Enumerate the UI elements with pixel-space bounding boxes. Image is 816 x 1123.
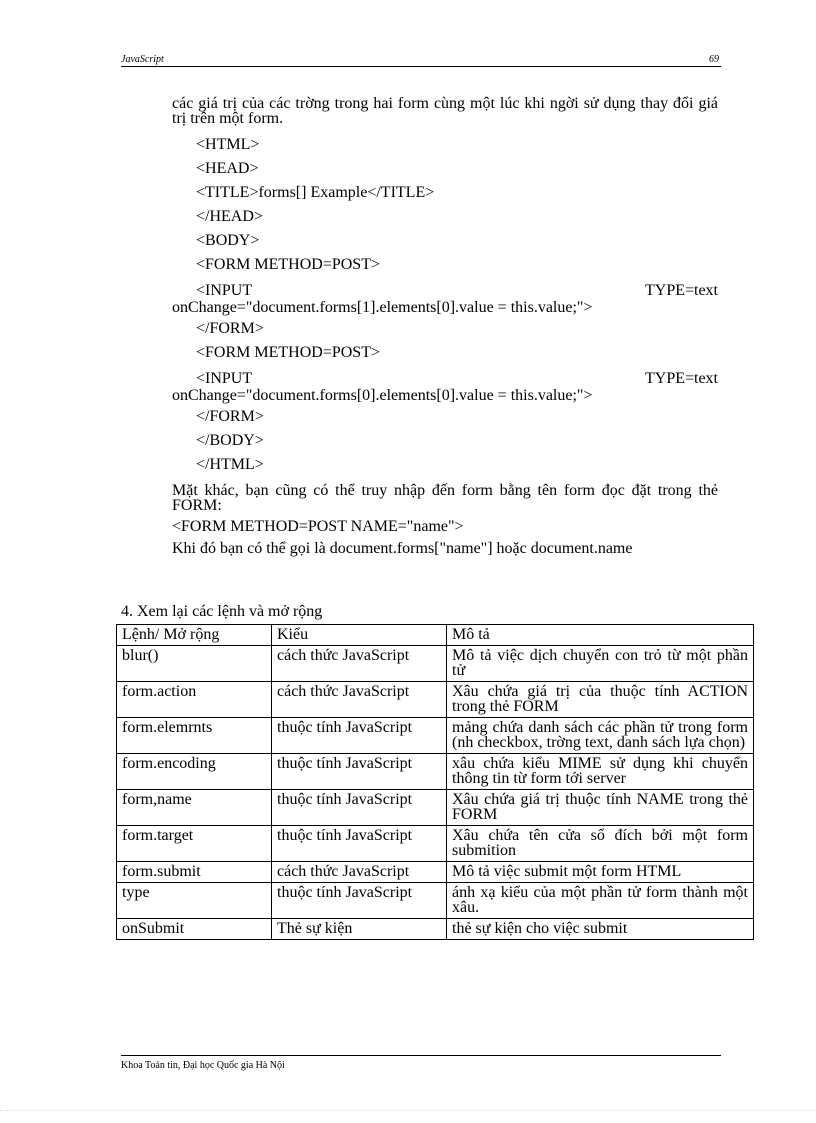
table-header: Mô tả (447, 625, 754, 646)
onchange-line: onChange="document.forms[1].elements[0].value = this.value;"> (172, 299, 593, 316)
table-row (117, 682, 754, 718)
commands-table (116, 624, 754, 940)
command-cell: form.encoding (117, 754, 272, 790)
input-type: TYPE=text (644, 370, 718, 387)
code-line: </FORM> (196, 408, 264, 425)
table-row (117, 718, 754, 754)
code-line: <FORM METHOD=POST> (196, 344, 380, 361)
command-cell: type (117, 883, 272, 919)
type-cell: thuộc tính JavaScript (272, 718, 447, 754)
input-tag: <INPUT (196, 370, 252, 387)
description-cell: ánh xạ kiểu của một phần tử form thành một xâu. (447, 883, 754, 919)
command-cell: blur() (117, 646, 272, 682)
command-cell: form.action (117, 682, 272, 718)
table-row (117, 790, 754, 826)
description-cell: mảng chứa danh sách các phần tử trong form (nh checkbox, trờng text, danh sách lựa chọn) (447, 718, 754, 754)
command-cell: form.target (117, 826, 272, 862)
code-line: <HEAD> (196, 160, 259, 177)
input-line (172, 283, 718, 299)
code-line: <FORM METHOD=POST> (196, 256, 380, 273)
onchange-line: onChange="document.forms[0].elements[0].value = this.value;"> (172, 387, 593, 404)
document-body (172, 96, 718, 556)
section-title: 4. Xem lại các lệnh và mở rộng (121, 603, 323, 620)
table-row (117, 862, 754, 883)
type-cell: thuộc tính JavaScript (272, 754, 447, 790)
code-line: <HTML> (196, 136, 260, 153)
paragraph-form-name: Mặt khác, bạn cũng có thể truy nhập đến form bằng tên form đọc đặt trong thẻ FORM: (172, 482, 718, 514)
description-cell: Mô tả việc submit một form HTML (447, 862, 754, 883)
table-header: Kiểu (272, 625, 447, 646)
type-cell: cách thức JavaScript (272, 682, 447, 718)
form-name-line: <FORM METHOD=POST NAME="name"> (172, 518, 464, 535)
command-cell: form.submit (117, 862, 272, 883)
input-tag: <INPUT (196, 282, 252, 299)
command-cell: form,name (117, 790, 272, 826)
type-cell: thuộc tính JavaScript (272, 790, 447, 826)
description-cell: Xâu chứa giá trị thuộc tính NAME trong thẻ FORM (447, 790, 754, 826)
type-cell: thuộc tính JavaScript (272, 883, 447, 919)
type-cell: cách thức JavaScript (272, 646, 447, 682)
command-cell: form.elemrnts (117, 718, 272, 754)
page-footer (121, 1055, 721, 1071)
input-line (172, 371, 718, 387)
input-type: TYPE=text (644, 282, 718, 299)
table-row (117, 883, 754, 919)
page-number: 69 (709, 54, 719, 65)
description-cell: Xâu chứa giá trị của thuộc tính ACTION trong thẻ FORM (447, 682, 754, 718)
code-line: <BODY> (196, 232, 260, 249)
header-title: JavaScript (121, 54, 164, 65)
intro-paragraph: các giá trị của các trờng trong hai form cùng một lúc khi ngời sử dụng thay đổi giá trị trên một form. (172, 95, 718, 127)
table-row (117, 646, 754, 682)
description-cell: Mô tả việc dịch chuyển con trỏ từ một phần tử (447, 646, 754, 682)
page-bottom-divider (0, 1110, 816, 1111)
page-header (121, 54, 721, 67)
description-cell: xâu chứa kiểu MIME sử dụng khi chuyển thông tin từ form tới server (447, 754, 754, 790)
description-cell: thẻ sự kiện cho việc submit (447, 919, 754, 940)
command-cell: onSubmit (117, 919, 272, 940)
table-row (117, 754, 754, 790)
description-cell: Xâu chứa tên cửa sổ đích bởi một form submition (447, 826, 754, 862)
code-line: </HTML> (196, 456, 264, 473)
table-header-row (117, 625, 754, 646)
table-row (117, 826, 754, 862)
code-line: </FORM> (196, 320, 264, 337)
type-cell: Thẻ sự kiện (272, 919, 447, 940)
table-header: Lệnh/ Mở rộng (117, 625, 272, 646)
type-cell: thuộc tính JavaScript (272, 826, 447, 862)
code-line: </HEAD> (196, 208, 263, 225)
type-cell: cách thức JavaScript (272, 862, 447, 883)
paragraph-document-forms: Khi đó bạn có thể gọi là document.forms["name"] hoặc document.name (172, 540, 633, 557)
code-line: </BODY> (196, 432, 264, 449)
table-row (117, 919, 754, 940)
footer-text: Khoa Toán tin, Đại học Quốc gia Hà Nội (121, 1060, 285, 1071)
code-line: <TITLE>forms[] Example</TITLE> (196, 184, 435, 201)
